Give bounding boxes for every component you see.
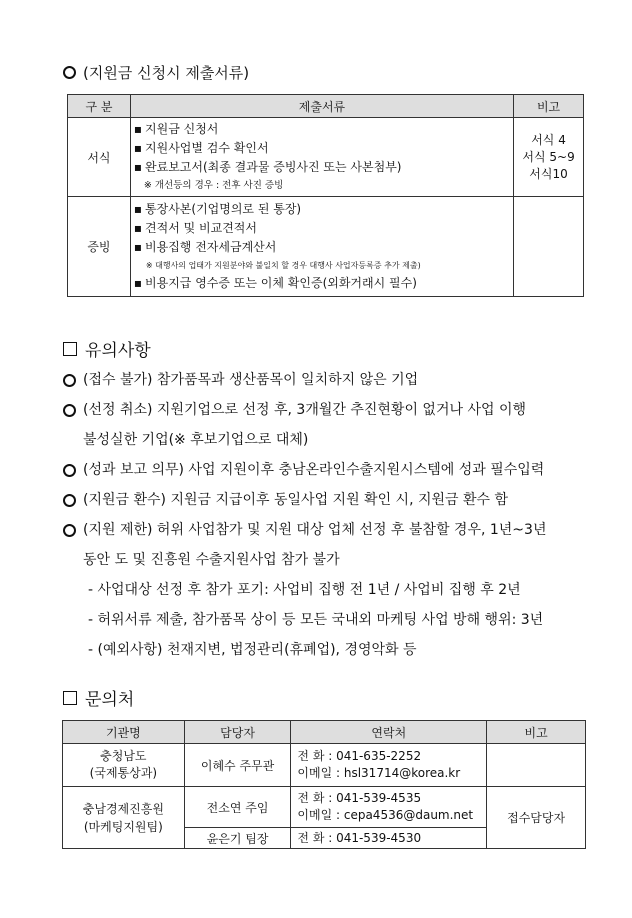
square-bullet-icon xyxy=(63,691,77,705)
remark-cell: 서식 4 서식 5~9 서식10 xyxy=(514,118,584,197)
contact-table xyxy=(62,720,586,849)
phone-text: 전 화 : 041-539-4535 xyxy=(297,791,422,805)
circle-bullet-icon xyxy=(63,404,76,417)
circle-bullet-icon xyxy=(63,464,76,477)
sub-list-item: - 허위서류 제출, 참가품목 상이 등 모든 국내외 마케팅 사업 방해 행위: 3년 xyxy=(88,612,544,628)
circle-bullet-icon xyxy=(63,374,76,387)
header-category: 구 분 xyxy=(68,95,131,118)
list-item: ▪ 지원금 신청서 xyxy=(134,120,513,139)
table-header-row xyxy=(63,721,586,744)
sub-list-item: - 사업대상 선정 후 참가 포기: 사업비 집행 전 1년 / 사업비 집행 후 2년 xyxy=(88,582,521,598)
note-text: ※ 대행사의 업태가 지원분야와 불일치 할 경우 대행사 사업자등록증 추가 제출) xyxy=(145,261,421,270)
list-item: (지원 제한) 허위 사업참가 및 지원 대상 업체 선정 후 불참할 경우, 1년~3년 xyxy=(63,515,593,545)
email-text: 이메일 : hsl31714@korea.kr xyxy=(297,766,461,780)
phone-text: 전 화 : 041-539-4530 xyxy=(297,830,422,845)
table-header-row xyxy=(68,95,584,118)
org-cell: 충남경제진흥원 (마케팅지원팀) xyxy=(63,787,185,849)
list-item: ▪ 완료보고서(최종 결과물 증빙사진 또는 사본첨부) xyxy=(134,158,513,177)
list-item: ▪ 통장사본(기업명의로 된 통장) xyxy=(134,200,513,219)
list-item: ▪ 지원사업별 검수 확인서 xyxy=(134,139,513,158)
list-item: ▪ 비용지급 영수증 또는 이체 확인증(외화거래시 필수) xyxy=(134,274,513,293)
circle-bullet-icon xyxy=(63,66,76,79)
remark-cell: 접수담당자 xyxy=(487,787,586,849)
person-cell: 이혜수 주무관 xyxy=(184,744,291,787)
category-cell: 서식 xyxy=(68,118,131,197)
list-item: (지원금 환수) 지원금 지급이후 동일사업 지원 확인 시, 지원금 환수 함 xyxy=(63,485,593,515)
header-person: 담당자 xyxy=(184,721,291,744)
list-item: ▪ 비용집행 전자세금계산서 xyxy=(134,238,513,257)
section-submission-docs-heading: (지원금 신청시 제출서류) xyxy=(63,62,249,83)
documents-cell xyxy=(130,197,513,297)
remark-cell xyxy=(487,744,586,787)
table-row xyxy=(68,197,584,297)
list-item-continuation: 불성실한 기업(※ 후보기업으로 대체) xyxy=(83,432,309,448)
header-contact: 연락처 xyxy=(291,721,487,744)
contact-cell xyxy=(291,744,487,787)
list-item: (접수 불가) 참가품목과 생산품목이 일치하지 않은 기업 xyxy=(63,365,593,395)
table-row xyxy=(63,744,586,787)
email-text: 이메일 : cepa4536@daum.net xyxy=(297,808,474,822)
section-precautions-heading: 유의사항 xyxy=(63,336,151,361)
phone-text: 전 화 : 041-635-2252 xyxy=(297,749,422,763)
list-item: ▪ 견적서 및 비교견적서 xyxy=(134,219,513,238)
header-remark: 비고 xyxy=(514,95,584,118)
list-item-continuation: 동안 도 및 진흥원 수출지원사업 참가 불가 xyxy=(83,552,340,568)
contact-cell xyxy=(291,828,487,849)
list-item: (성과 보고 의무) 사업 지원이후 충남온라인수출지원시스템에 성과 필수입력 xyxy=(63,455,593,485)
org-cell: 충청남도 (국제통상과) xyxy=(63,744,185,787)
documents-cell xyxy=(130,118,513,197)
contact-cell xyxy=(291,787,487,828)
header-org: 기관명 xyxy=(63,721,185,744)
table-row xyxy=(68,118,584,197)
note-text: ※ 개선등의 경우 : 전후 사진 증빙 xyxy=(143,180,284,191)
submission-docs-table xyxy=(67,94,584,297)
square-bullet-icon xyxy=(63,342,77,356)
circle-bullet-icon xyxy=(63,524,76,537)
list-item: (선정 취소) 지원기업으로 선정 후, 3개월간 추진현황이 없거나 사업 이행 xyxy=(63,395,593,425)
remark-cell xyxy=(514,197,584,297)
header-documents: 제출서류 xyxy=(130,95,513,118)
header-remark: 비고 xyxy=(487,721,586,744)
person-cell: 윤은기 팀장 xyxy=(184,828,291,849)
precautions-list xyxy=(63,365,593,665)
section-contact-heading: 문의처 xyxy=(63,685,134,710)
category-cell: 증빙 xyxy=(68,197,131,297)
circle-bullet-icon xyxy=(63,494,76,507)
sub-list-item: - (예외사항) 천재지변, 법정관리(휴폐업), 경영악화 등 xyxy=(88,642,417,658)
table-row xyxy=(63,787,586,828)
person-cell: 전소연 주임 xyxy=(184,787,291,828)
